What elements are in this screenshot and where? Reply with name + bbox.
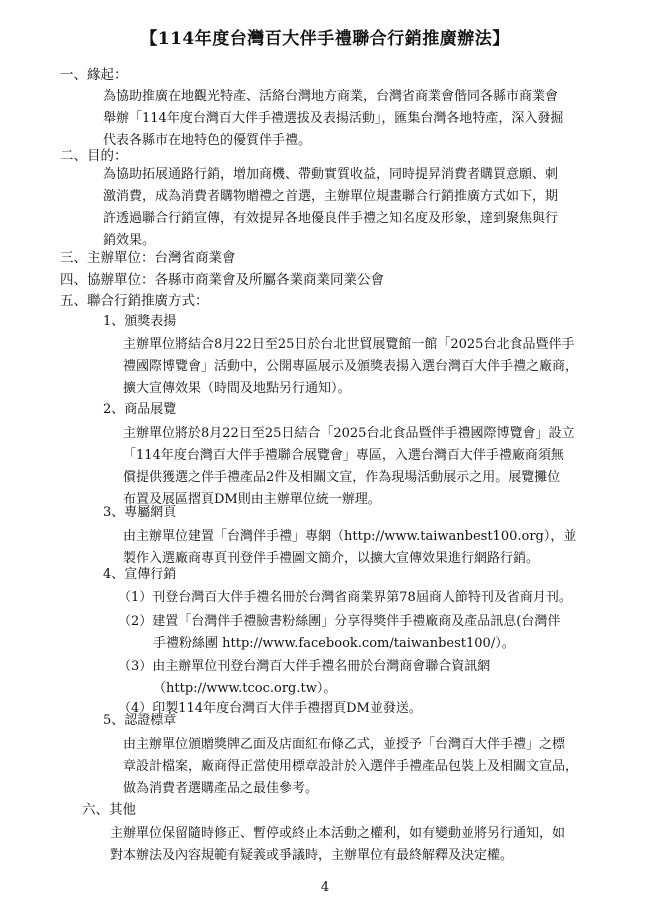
item-4-line: （2）建置「台灣伴手禮臉書粉絲團」分享得獎伴手禮廠商及產品訊息(台灣伴 <box>118 614 561 629</box>
item-1-line: 主辦單位將結合8月22日至25日於台北世貿展覽館一館「2025台北食品暨伴手 <box>123 337 575 352</box>
item-4-title: 4、宣傳行銷 <box>103 567 177 582</box>
item-2-line: 償提供獲選之伴手禮產品2件及相關文宣，作為現場活動展示之用。展覽攤位 <box>123 470 561 485</box>
item-2-line: 布置及展區摺頁DM則由主辦單位統一辦理。 <box>123 492 381 507</box>
item-1-line: 禮國際博覽會」活動中，公開專區展示及頒獎表揚入選台灣百大伴手禮之廠商， <box>123 359 579 374</box>
item-3-title: 3、專屬網頁 <box>103 505 177 520</box>
item-4-line: （3）由主辦單位刊登台灣百大伴手禮名冊於台灣商會聯合資訊網 <box>118 659 491 674</box>
item-1-title: 1、頒獎表揚 <box>103 314 177 329</box>
item-4-line: （1）刊登台灣百大伴手禮名冊於台灣省商業界第78屆商人節特刊及省商月刊。 <box>118 590 572 605</box>
section-2-line: 為協助拓展通路行銷，增加商機、帶動實質收益，同時提昇消費者購買意願、刺 <box>103 167 559 182</box>
section-6-line: 對本辦法及內容規範有疑義或爭議時，主辦單位有最終解釋及決定權。 <box>110 848 514 863</box>
item-5-line: 章設計檔案，廠商得正當使用標章設計於入選伴手禮產品包裝上及相關文宣品， <box>123 759 579 774</box>
section-4-co-organizer: 四、協辦單位：各縣市商業會及所屬各業商業同業公會 <box>60 272 384 288</box>
item-4-line: （4）印製114年度台灣百大伴手禮摺頁DM並發送。 <box>118 701 422 716</box>
item-2-line: 主辦單位將於8月22日至25日結合「2025台北食品暨伴手禮國際博覽會」設立 <box>123 426 575 441</box>
item-4-line: （http://www.tcoc.org.tw）。 <box>153 681 337 696</box>
section-1-line: 為協助推廣在地觀光特產、活絡台灣地方商業，台灣省商業會偕同各縣市商業會 <box>103 89 559 104</box>
section-2-line: 許透過聯合行銷宣傳，有效提昇各地優良伴手禮之知名度及形象，達到聚焦與行 <box>103 211 559 226</box>
section-5-heading: 五、聯合行銷推廣方式： <box>60 293 209 309</box>
item-5-line: 由主辦單位頒贈獎牌乙面及店面紅布條乙式，並授予「台灣百大伴手禮」之標 <box>123 737 566 752</box>
section-2-heading: 二、目的： <box>60 148 128 164</box>
item-2-title: 2、商品展覽 <box>103 402 177 417</box>
item-5-line: 做為消費者選購產品之最佳參考。 <box>123 781 319 796</box>
section-1-line: 代表各縣市在地特色的優質伴手禮。 <box>103 133 312 148</box>
section-6-line: 主辦單位保留隨時修正、暫停或終止本活動之權利，如有變動並將另行通知，如 <box>110 826 566 841</box>
item-3-line: 由主辦單位建置「台灣伴手禮」專網（http://www.taiwanbest100.org），並 <box>123 529 577 544</box>
section-6-heading: 六、其他 <box>82 802 136 818</box>
section-3-organizer: 三、主辦單位：台灣省商業會 <box>60 250 236 266</box>
item-2-line: 「114年度台灣百大伴手禮聯合展覽會」專區，入選台灣百大伴手禮廠商須無 <box>123 448 564 463</box>
section-1-line: 舉辦「114年度台灣百大伴手禮選拔及表揚活動」，匯集台灣各地特產，深入發掘 <box>103 111 564 126</box>
section-2-line: 激消費，成為消費者購物贈禮之首選，主辦單位規畫聯合行銷推廣方式如下，期 <box>103 189 559 204</box>
item-3-line: 製作入選廠商專頁刊登伴手禮圖文簡介，以擴大宣傳效果進行網路行銷。 <box>123 551 540 566</box>
item-5-title: 5、認證標章 <box>103 713 177 728</box>
page-number: 4 <box>320 880 330 895</box>
section-1-heading: 一、緣起： <box>60 67 128 83</box>
document-title: 【114年度台灣百大伴手禮聯合行銷推廣辦法】 <box>140 29 510 49</box>
item-4-line: 手禮粉絲團 http://www.facebook.com/taiwanbest100/）。 <box>153 636 515 651</box>
section-2-line: 銷效果。 <box>103 233 156 248</box>
item-1-line: 擴大宣傳效果（時間及地點另行通知）。 <box>123 381 351 396</box>
